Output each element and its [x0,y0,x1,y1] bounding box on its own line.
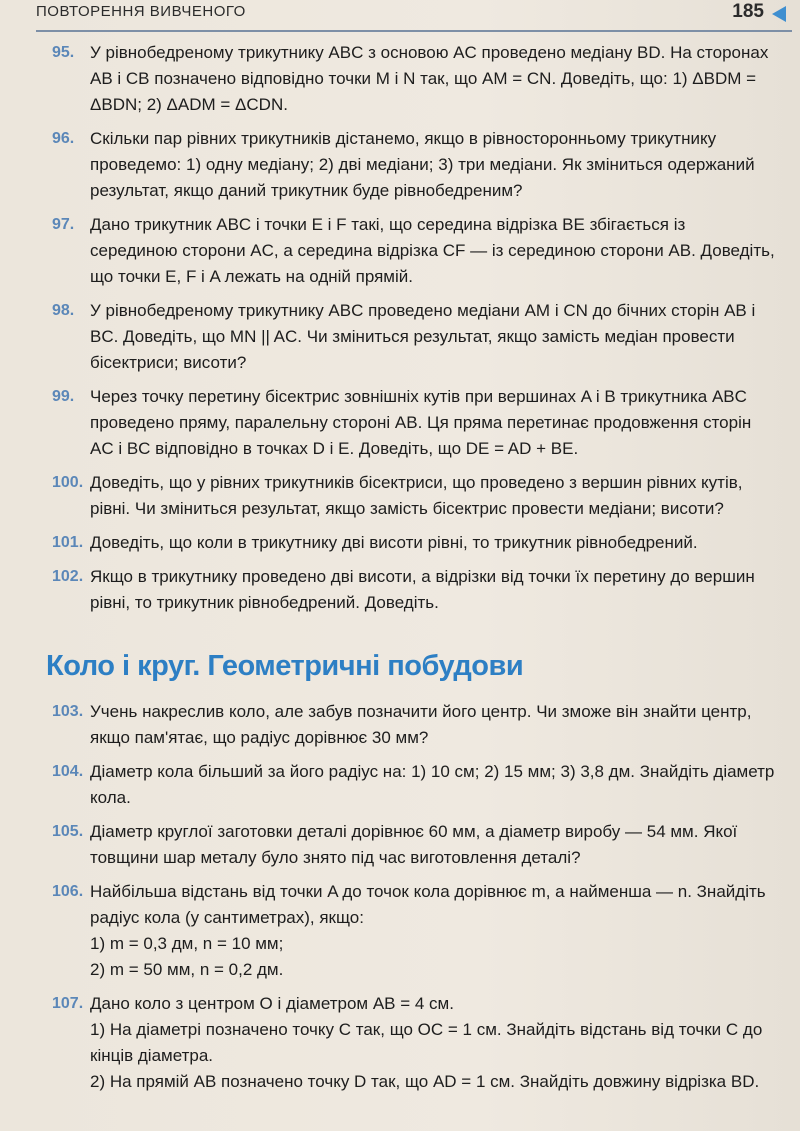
problem-text: Доведіть, що у рівних трикутників бісектриси, що проведено з вершин рівних кутів, рівні. Чи зміниться результат, якщо замість бісектрис провести медіани; висоти? [90,473,743,518]
problem-subitem: 1) На діаметрі позначено точку C так, що OC = 1 см. Знайдіть відстань від точки C до кінців діаметра. [90,1020,763,1065]
problem-item [52,298,776,376]
problem-number: 95. [52,44,75,61]
page-marker-icon [772,6,786,22]
problem-item [52,991,776,1095]
problem-item [52,470,776,522]
problem-item [52,699,776,751]
problem-item [52,879,776,983]
problem-number: 97. [52,216,75,233]
problem-text: Найбільша відстань від точки A до точок кола дорівнює m, а найменша — n. Знайдіть радіус кола (у сантиметрах), якщо: [90,882,766,927]
problem-number: 106. [52,883,84,900]
problem-text: У рівнобедреному трикутнику ABC з основою AC проведено медіану BD. На сторонах AB і CB позначено відповідно точки M і N так, що AM = CN. Доведіть, що: 1) ΔBDM = ΔBDN; 2) ΔADM = ΔCDN. [90,43,769,114]
problem-number: 107. [52,995,84,1012]
problem-item [52,819,776,871]
problem-item [52,759,776,811]
problem-number: 100. [52,474,84,491]
problem-item [52,564,776,616]
problem-number: 101. [52,534,84,551]
problem-number: 99. [52,388,75,405]
problem-item [52,126,776,204]
problem-subitem: 2) На прямій AB позначено точку D так, що AD = 1 см. Знайдіть довжину відрізка BD. [90,1072,760,1091]
running-title: ПОВТОРЕННЯ ВИВЧЕНОГО [36,3,246,20]
problem-item [52,384,776,462]
problem-item [52,40,776,118]
problem-number: 102. [52,568,84,585]
problem-number: 98. [52,302,75,319]
problem-text: Дано коло з центром O і діаметром AB = 4 см. [90,994,454,1013]
problem-subitem: 2) m = 50 мм, n = 0,2 дм. [90,960,284,979]
problem-text: Якщо в трикутнику проведено дві висоти, а відрізки від точки їх перетину до вершин рівні, то трикутник рівнобедрений. Доведіть. [90,567,755,612]
page-content [46,40,776,1103]
section-title: Коло і круг. Геометричні побудови [46,650,524,682]
page-header [36,0,792,32]
problem-text: Діаметр круглої заготовки деталі дорівнює 60 мм, а діаметр виробу — 54 мм. Якої товщини шар металу було знято під час виготовлення деталі? [90,822,738,867]
problem-text: Дано трикутник ABC і точки E і F такі, що середина відрізка BE збігається із серединою сторони AC, а середина відрізка CF — із серединою сторони AB. Доведіть, що точки E, F і A лежать на одній прямій. [90,215,775,286]
problem-text: У рівнобедреному трикутнику ABC проведено медіани AM і CN до бічних сторін AB і BC. Доведіть, що MN || AC. Чи зміниться результат, якщо замість медіан провести бісектриси; висоти? [90,301,756,372]
problem-text: Доведіть, що коли в трикутнику дві висоти рівні, то трикутник рівнобедрений. [90,533,698,552]
problem-text: Учень накреслив коло, але забув позначити його центр. Чи зможе він знайти центр, якщо пам'ятає, що радіус дорівнює 30 мм? [90,702,752,747]
problem-number: 105. [52,823,84,840]
problem-item [52,530,776,556]
problem-number: 96. [52,130,75,147]
problem-text: Скільки пар рівних трикутників дістанемо, якщо в рівносторонньому трикутнику проведемо: 1) одну медіану; 2) дві медіани; 3) три медіани. Як зміниться одержаний результат, якщо даний трикутник буде рівнобедреним? [90,129,755,200]
problem-item [52,212,776,290]
problem-subitem: 1) m = 0,3 дм, n = 10 мм; [90,934,284,953]
problem-number: 103. [52,703,84,720]
problem-number: 104. [52,763,84,780]
problem-text: Діаметр кола більший за його радіус на: 1) 10 см; 2) 15 мм; 3) 3,8 дм. Знайдіть діаметр кола. [90,762,775,807]
page-number: 185 [732,1,764,22]
problem-text: Через точку перетину бісектрис зовнішніх кутів при вершинах A і B трикутника ABC проведено пряму, паралельну стороні AB. Ця пряма перетинає продовження сторін AC і BC відповідно в точках D і E. Доведіть, що DE = AD + BE. [90,387,752,458]
